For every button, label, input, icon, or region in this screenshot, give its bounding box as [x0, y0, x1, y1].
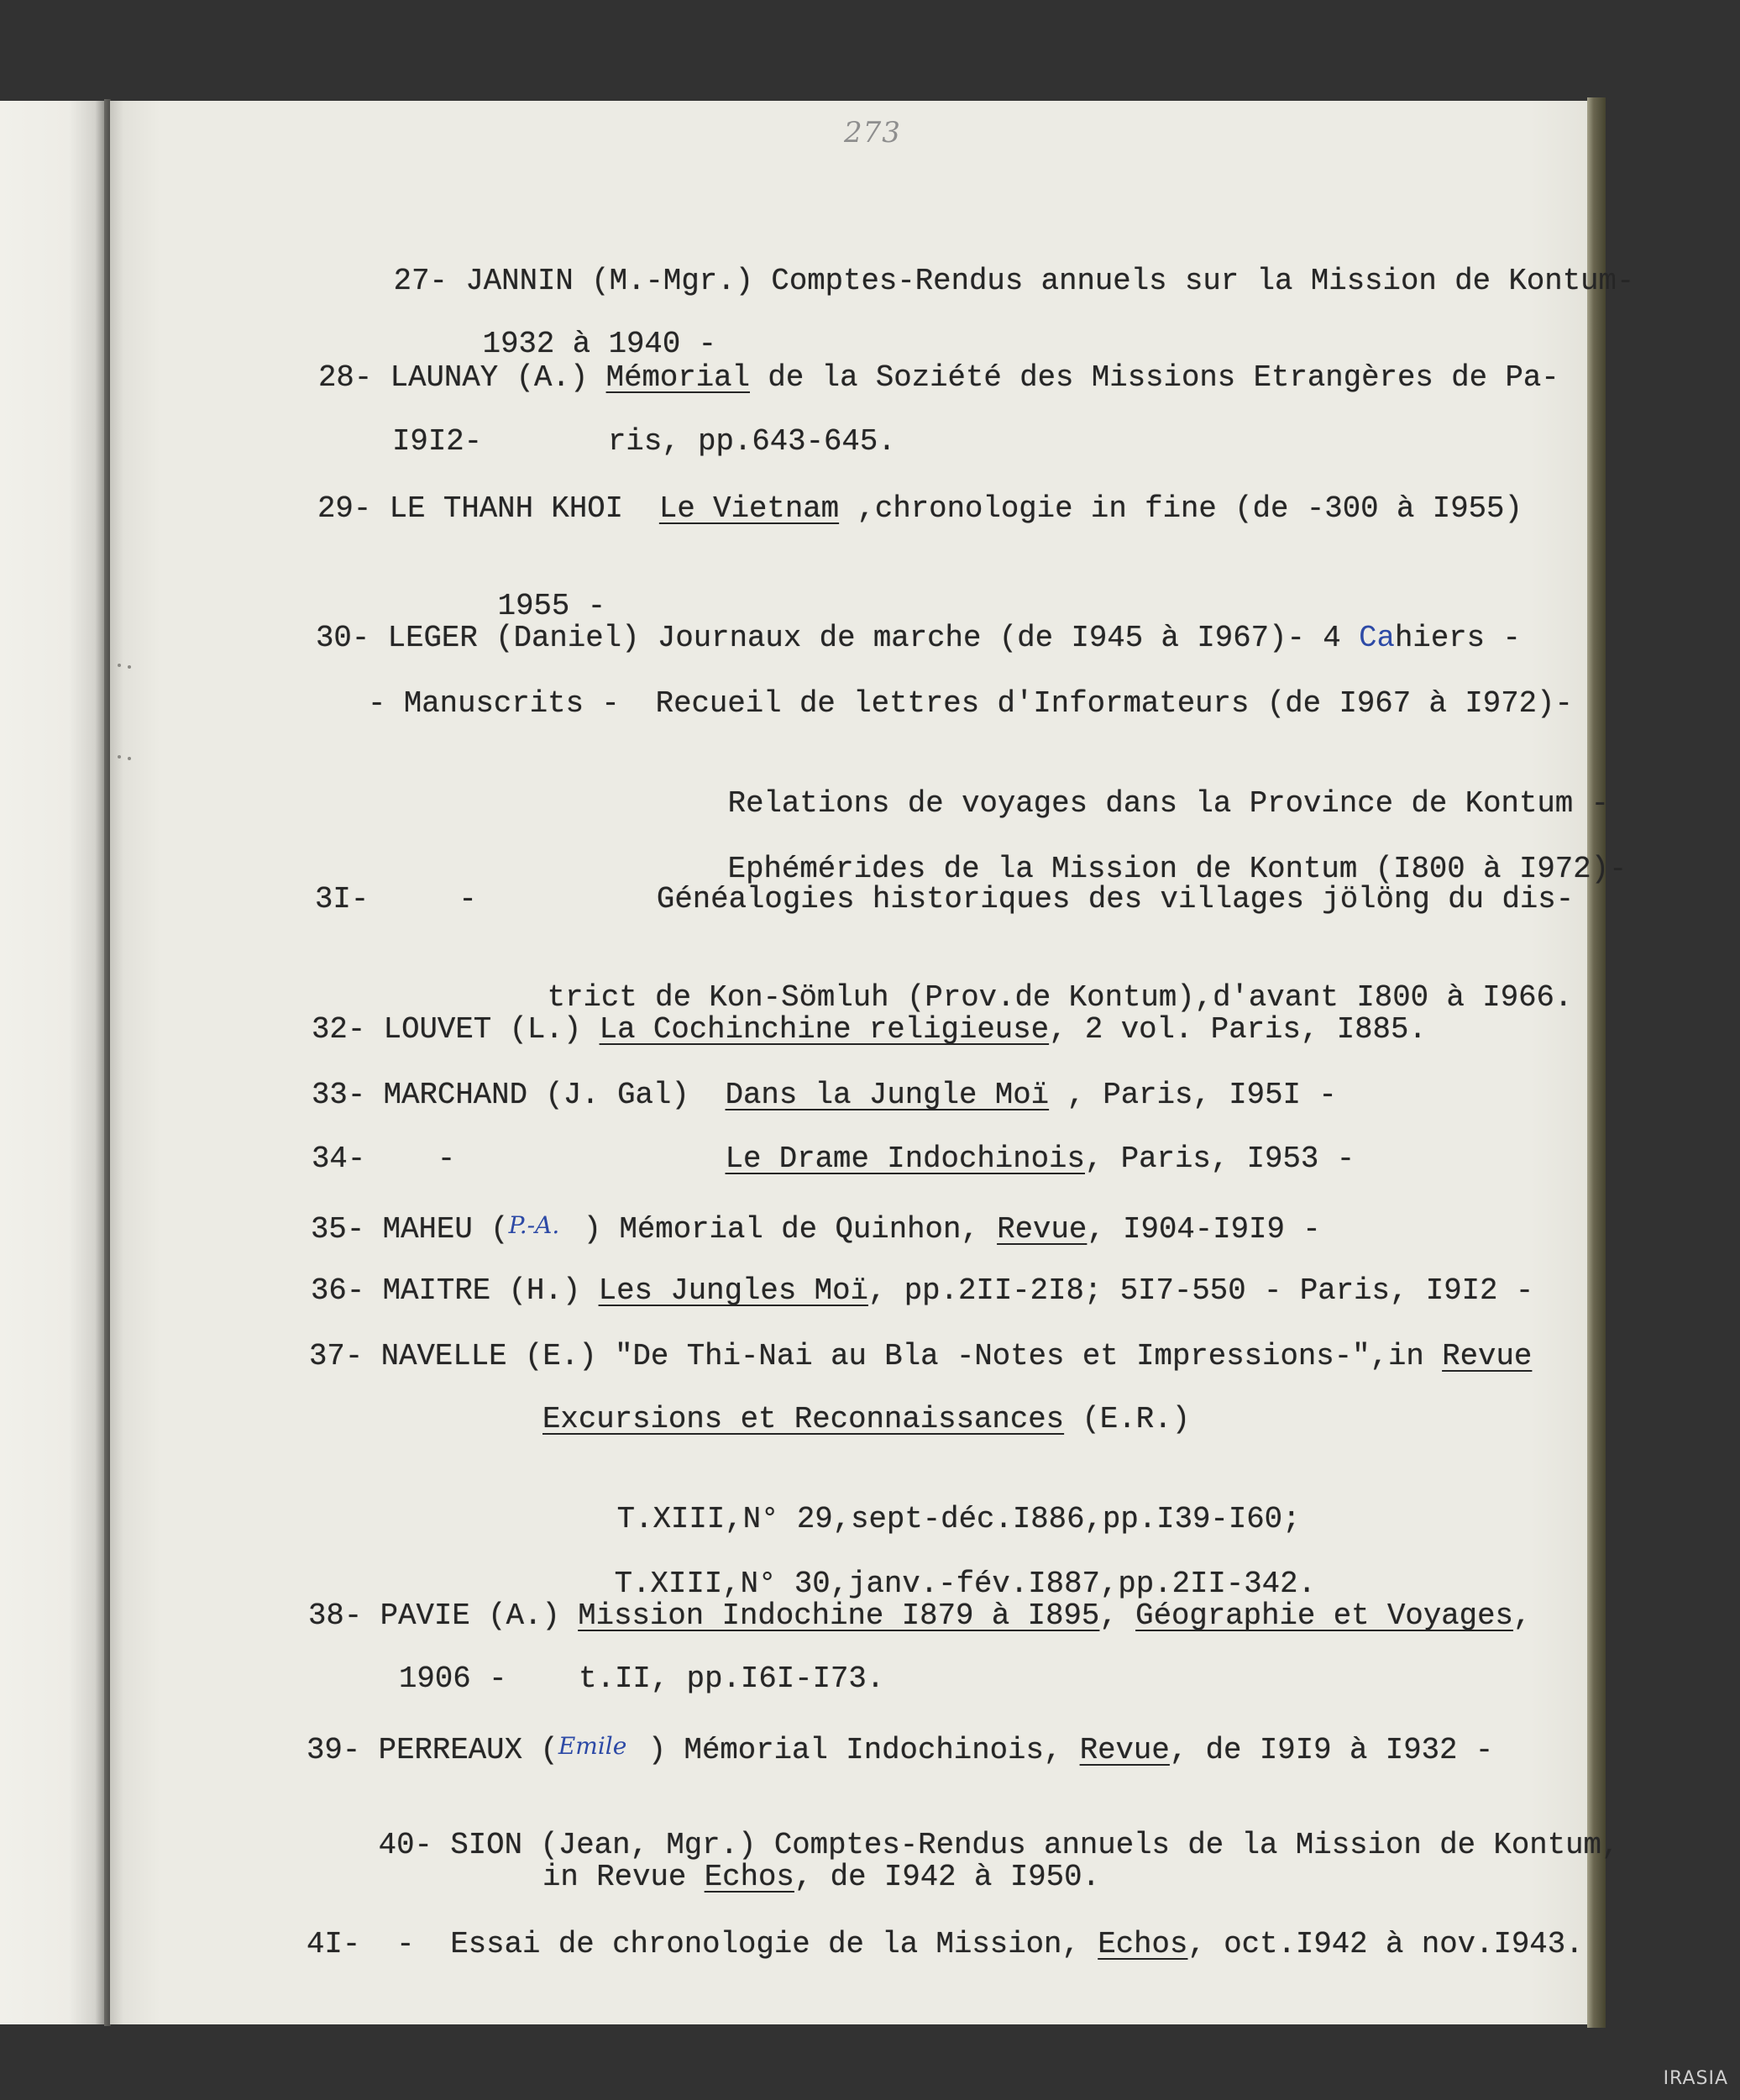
entry-text: Recueil de lettres d'Informateurs (de I967 à I972)- [655, 686, 1573, 721]
handwritten-annotation: Emile [558, 1732, 627, 1760]
entry-38-line-2 [399, 1662, 884, 1696]
entry-text: 27- JANNIN (M.-Mgr.) Comptes-Rendus annuels sur la Mission de Kontum- [393, 264, 1635, 298]
binding-mark [118, 664, 121, 667]
entry-30-line-2 [368, 687, 1573, 721]
entry-37-line-2 [542, 1403, 1190, 1436]
entry-text: , Paris, I95I - [1049, 1078, 1337, 1112]
underlined-title: Revue [997, 1212, 1088, 1247]
entry-30-line-1 [316, 622, 1521, 655]
book-cover-edge [1587, 97, 1606, 2028]
underlined-title: Echos [1098, 1927, 1188, 1961]
entry-dash: - [437, 1142, 456, 1176]
entry-text: 40- SION (Jean, Mgr.) Comptes-Rendus annuels de la Mission de Kontum, [378, 1828, 1620, 1862]
entry-text: , pp.2II-2I8; 5I7-550 - Paris, I9I2 - [867, 1273, 1534, 1308]
entry-author: 36- MAITRE (H.) [311, 1273, 599, 1308]
entry-text: , [1512, 1599, 1532, 1633]
entry-text: 30- LEGER (Daniel) Journaux de marche (de I945 à I967)- 4 [316, 621, 1360, 655]
entry-number: 3I- [315, 882, 369, 916]
entry-text: , de I9I9 à I932 - [1169, 1733, 1494, 1767]
entry-dash: - [459, 882, 477, 916]
watermark: IRASIA [1663, 2068, 1728, 2089]
entry-text: (E.R.) [1064, 1402, 1190, 1436]
underlined-title: Géographie et Voyages [1135, 1599, 1513, 1633]
handwritten-page-number: 273 [844, 116, 901, 150]
entry-text: Relations de voyages dans la Province de Kontum - [727, 786, 1610, 821]
underlined-title: Echos [704, 1860, 794, 1894]
entry-33 [312, 1079, 1337, 1112]
underlined-title: Revue [1079, 1733, 1170, 1767]
entry-text: 37- NAVELLE (E.) "De Thi-Nai au Bla -Notes et Impressions-",in [309, 1339, 1443, 1373]
entry-text: , Paris, I953 - [1084, 1142, 1355, 1176]
entry-text: Ephémérides de la Mission de Kontum (I800 à I972)- [727, 852, 1627, 886]
entry-35 [311, 1209, 1321, 1247]
entry-text: ) Mémorial de Quinhon, [583, 1212, 998, 1247]
entry-text: T.XIII,N° 30,janv.-fév.I887,pp.2II-342. [614, 1567, 1316, 1601]
entry-author: 35- MAHEU ( [311, 1212, 509, 1247]
entry-36 [311, 1274, 1533, 1308]
binding-mark [118, 755, 121, 759]
entry-year: I9I2- [392, 424, 483, 459]
entry-29-line-1 [317, 492, 1522, 526]
entry-author: 33- MARCHAND (J. Gal) [312, 1078, 689, 1112]
underlined-title: La Cochinchine religieuse [599, 1012, 1050, 1047]
entry-text: de la Soziété des Missions Etrangères de Pa- [749, 360, 1559, 395]
left-page-edge [0, 101, 106, 2024]
entry-text: , de I942 à I950. [794, 1860, 1100, 1894]
underlined-title: Mémorial [605, 360, 750, 395]
entry-39 [307, 1730, 1493, 1767]
underlined-title: Revue [1442, 1339, 1533, 1373]
entry-text: Essai de chronologie de la Mission, [450, 1927, 1098, 1961]
entry-text: ris, pp.643-645. [608, 424, 896, 459]
entry-37-line-1 [309, 1340, 1532, 1373]
entry-text: 1932 à 1940 - [482, 327, 717, 361]
entry-author: 38- PAVIE (A.) [308, 1599, 579, 1633]
entry-note: - Manuscrits - [368, 686, 620, 721]
entry-38-line-1 [308, 1599, 1531, 1633]
entry-40-line-2 [542, 1861, 1100, 1894]
underlined-title: Les Jungles Moï [598, 1273, 868, 1308]
entry-author: 32- LOUVET (L.) [312, 1012, 600, 1047]
entry-32 [312, 1013, 1427, 1047]
entry-text: ,chronologie in fine (de -300 à I955) [839, 491, 1522, 526]
entry-text: ) Mémorial Indochinois, [647, 1733, 1080, 1767]
entry-text: hiers - [1394, 621, 1521, 655]
entry-text: , [1099, 1599, 1136, 1633]
entry-41 [307, 1928, 1584, 1961]
entry-text: , 2 vol. Paris, I885. [1049, 1012, 1427, 1047]
underlined-title: Excursions et Reconnaissances [542, 1402, 1065, 1436]
entry-text: in Revue [542, 1860, 705, 1894]
underlined-title: Dans la Jungle Moï [725, 1078, 1050, 1112]
entry-year: 1906 - [399, 1662, 507, 1696]
underlined-title: Mission Indochine I879 à I895 [578, 1599, 1100, 1633]
entry-number: 4I- [307, 1927, 361, 1961]
entry-text: T.XIII,N° 29,sept-déc.I886,pp.I39-I60; [616, 1502, 1301, 1536]
entry-28-line-1 [318, 361, 1559, 395]
handwritten-annotation: P.-A. [508, 1211, 560, 1239]
entry-34 [312, 1142, 1355, 1176]
entry-text: , I904-I9I9 - [1087, 1212, 1321, 1247]
entry-text: , oct.I942 à nov.I943. [1187, 1927, 1584, 1961]
entry-dash: - [396, 1927, 415, 1961]
entry-year: 1955 - [497, 589, 606, 623]
entry-28-line-2 [392, 425, 896, 459]
entry-author: 39- PERREAUX ( [307, 1733, 558, 1767]
entry-author: 29- LE THANH KHOI [317, 491, 624, 526]
entry-31-line-1 [315, 883, 1574, 916]
entry-text: t.II, pp.I6I-I73. [579, 1662, 885, 1696]
entry-text: Généalogies historiques des villages jölöng du dis- [656, 882, 1575, 916]
binding-mark [128, 757, 131, 760]
handwritten-correction: Ca [1359, 621, 1395, 655]
entry-text: trict de Kon-Sömluh (Prov.de Kontum),d'avant I800 à I966. [547, 980, 1573, 1015]
binding-mark [128, 665, 131, 669]
entry-author: 28- LAUNAY (A.) [318, 360, 606, 395]
underlined-title: Le Drame Indochinois [725, 1142, 1085, 1176]
underlined-title: Le Vietnam [658, 491, 840, 526]
entry-number: 34- [312, 1142, 366, 1176]
